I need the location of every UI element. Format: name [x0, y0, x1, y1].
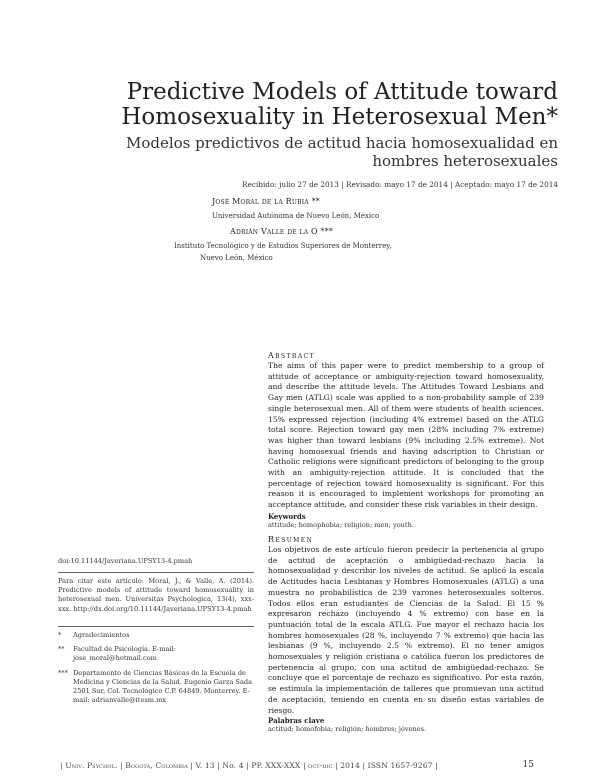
footer-city: Bogotá, Colombia	[125, 761, 188, 770]
separator: |	[190, 761, 194, 770]
article-title: Predictive Models of Attitude toward Homosexuality in Heterosexual Men*	[121, 79, 558, 130]
footer-year: 2014	[340, 761, 360, 770]
separator: |	[335, 761, 338, 770]
footnote-text: Agradecimientos	[73, 631, 130, 639]
separator: |	[302, 761, 306, 770]
author-2-affiliation-line1: Instituto Tecnológico y de Estudios Superiores de Monterrey,	[174, 242, 392, 250]
separator: |	[246, 761, 249, 770]
separator: |	[60, 761, 63, 770]
footnote-mark: ***	[58, 668, 68, 677]
resumen-heading: Resumen	[268, 535, 314, 544]
footer-months: oct-dic	[308, 761, 333, 770]
footnote-mark: *	[58, 631, 62, 639]
abstract-keywords-label: Keywords	[268, 511, 306, 521]
submission-dates: Recibido: julio 27 de 2013 | Revisado: mayo 17 de 2014 | Aceptado: mayo 17 de 2014	[242, 180, 558, 189]
footnote-2	[58, 645, 254, 663]
footnote-mark: **	[58, 645, 65, 654]
resumen-text: Los objetivos de este artículo fueron predecir la pertenencia al grupo de actitud de aceptación o ambigüedad-rechazo hacia la homosexualidad y describir los niveles de actitud. Se aplicó la escala de Actitudes hacia Lesbianas y Hombres Homosexuales (ATLG) a una muestra no probabilística de 239 varones heterosexuales solteros. Todos ellos eran estudiantes de Ciencias de la Salud. El 15 % expresaron rechazo (incluyendo 4 % extremo) con base en la puntuación total de la escala ATLG. Fue mayor el rechazo hacia los hombres homosexuales (28 %, incluyendo 7 % extremo) que hacia las lesbianas (9 %, incluyendo 2.5 % extremo). El no tener amigos homosexuales y religión cristiana o católica fueron los predictores de pertenencia al grupo, con una actitud de ambigüedad-rechazo. Se concluye que el porcentaje de rechazo es significativo. Por esta razón, se estimula la implementación de talleres que promuevan una actitud de aceptación, teniendo en cuenta en su diseño estas variables de riesgo.	[268, 545, 544, 715]
doi[interactable]: doi:10.11144/Javeriana.UPSY13-4.pmah	[58, 557, 193, 565]
abstract-heading: Abstract	[268, 351, 315, 360]
author-1-name: José Moral de la Rubia **	[212, 197, 320, 206]
footer-volume: V. 13	[195, 761, 215, 770]
separator: |	[435, 761, 438, 770]
divider	[58, 626, 254, 627]
footer-pages: PP. XXX-XXX	[251, 761, 301, 770]
abstract-section	[268, 351, 544, 529]
resumen-keywords-label: Palabras clave	[268, 716, 325, 726]
journal-footer	[60, 761, 438, 770]
resumen-keywords: actitud; homofobia; religión; hombres; jóvenes.	[268, 725, 427, 734]
footnote-text: Departamento de Ciencias Básicas de la Escuela de Medicina y Ciencias de la Salud. Eugenio Garza Sada 2501 Sur, Col. Tecnológico C.P. 64849. Monterrey. E-mail: adrianvalle@itesm.mx	[73, 668, 253, 705]
author-1-affiliation: Universidad Autónoma de Nuevo León, México	[212, 212, 380, 220]
article-subtitle: Modelos predictivos de actitud hacia homosexualidad en hombres heterosexuales	[125, 134, 558, 170]
footer-journal: Univ. Psychol.	[65, 761, 118, 770]
author-2-name: Adrián Valle de la O ***	[230, 227, 334, 236]
footer-number: No. 4	[222, 761, 244, 770]
citation-note: Para citar este artículo: Moral, J., & Valle, A. (2014). Predictive models of attitude toward homosexuality in heterosexual men. Universitas Psychologica, 13(4), xxx-xxx. http://dx.doi.org/10.11144/Javeriana.UPSY13-4.pmah	[58, 577, 254, 613]
author-2-affiliation-line2: Nuevo León, México	[200, 254, 273, 262]
abstract-keywords: attitude; homophobia; religion; men; youth.	[268, 520, 414, 529]
page-number: 15	[522, 760, 534, 770]
footer-issn: ISSN 1657-9267	[367, 761, 433, 770]
resumen-section	[268, 535, 544, 733]
separator: |	[217, 761, 220, 770]
footnote-3	[58, 669, 254, 706]
footnote-1	[58, 631, 254, 640]
separator: |	[362, 761, 366, 770]
footnote-text: Facultad de Psicología. E-mail: jose_moral@hotmail.com	[73, 645, 176, 663]
divider	[58, 572, 254, 573]
separator: |	[120, 761, 123, 770]
footnotes	[58, 631, 254, 705]
abstract-text: The aims of this paper were to predict membership to a group of attitude of acceptance or ambiguity-rejection toward homosexuality, and describe the attitude levels. The Attitudes Toward Lesbians and Gay men (ATLG) scale was applied to a non-probability sample of 239 single heterosexual men. All of them were students of health sciences. 15% expressed rejection (including 4% extreme) based on the ATLG total score. Rejection toward gay men (28% including 7% extreme) was higher than toward lesbians (9% including 2.5% extreme). Not having homosexual friends and having adscription to Christian or Catholic religions were significant predictors of belonging to the group with an ambiguity-rejection attitude. It is concluded that the percentage of rejection toward homosexuality is significant. For this reason it is encouraged to implement workshops for promoting an acceptance attitude, and consider these risk variables in their design.	[268, 361, 544, 510]
